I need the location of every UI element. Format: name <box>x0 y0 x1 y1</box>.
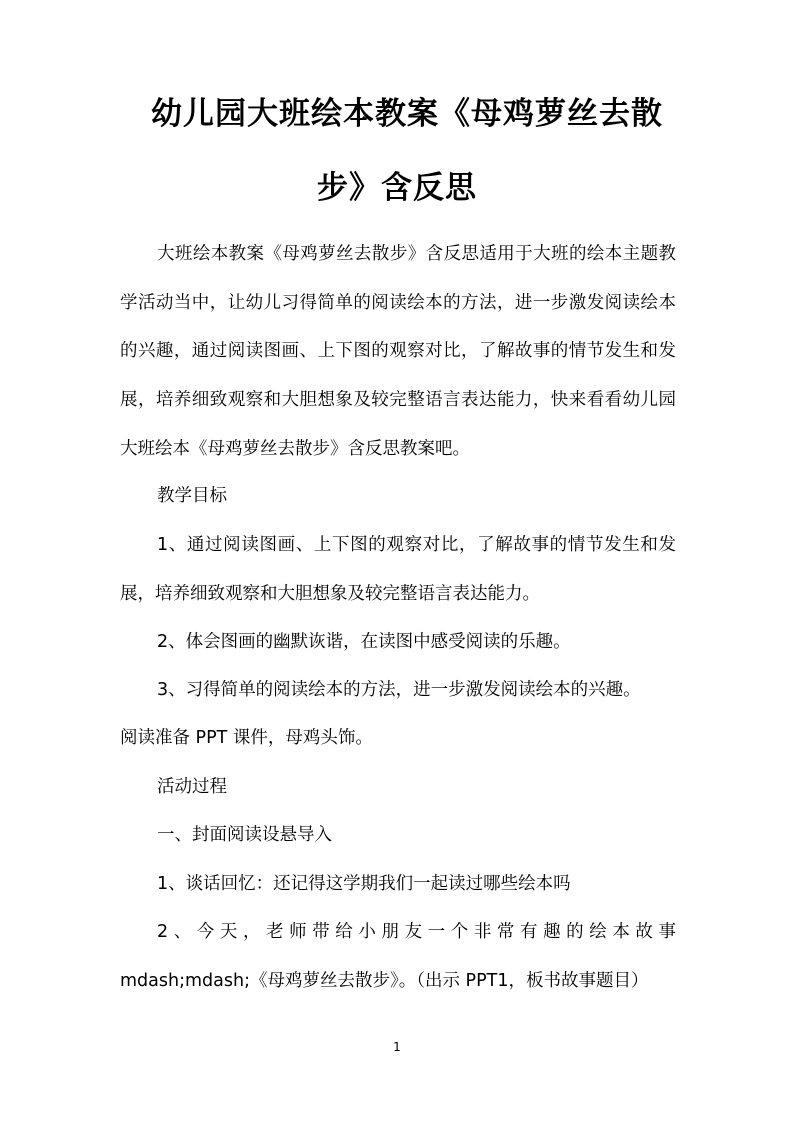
goal-item-2: 2、体会图画的幽默诙谐，在读图中感受阅读的乐趣。 <box>157 632 571 652</box>
goal-item-3: 3、习得简单的阅读绘本的方法，进一步激发阅读绘本的兴趣。 <box>157 680 641 700</box>
activity-step-1: 1、谈话回忆：还记得这学期我们一起读过哪些绘本吗 <box>157 874 571 894</box>
activity-step-heading-1: 一、封面阅读设悬导入 <box>157 825 332 845</box>
intro-paragraph: 大班绘本教案《母鸡萝丝去散步》含反思适用于大班的绘本主题教学活动当中，让幼儿习得简单的阅读绘本的方法，进一步激发阅读绘本的兴趣，通过阅读图画、上下图的观察对比，了解故事的情节发生和发展，培养细致观察和大胆想象及较完整语言表达能力，快来看看幼儿园大班绘本《母鸡萝丝去散步》含反思教案吧。 <box>120 244 676 459</box>
document-title-line-1: 幼儿园大班绘本教案《母鸡萝丝去散 <box>151 96 663 132</box>
section-heading-activity-process: 活动过程 <box>157 777 227 797</box>
reading-preparation: 阅读准备 PPT 课件，母鸡头饰。 <box>120 728 373 748</box>
section-heading-teaching-goals: 教学目标 <box>157 486 227 506</box>
goal-item-1: 1、通过阅读图画、上下图的观察对比，了解故事的情节发生和发展，培养细致观察和大胆想象及较完整语言表达能力。 <box>120 535 676 604</box>
document-title-line-2: 步》含反思 <box>317 170 477 206</box>
activity-step-2: 2、今天，老师带给小朋友一个非常有趣的绘本故事 mdash;mdash;《母鸡萝丝去散步》。（出示 PPT1，板书故事题目） <box>120 922 676 991</box>
page-number: 1 <box>393 1040 401 1054</box>
